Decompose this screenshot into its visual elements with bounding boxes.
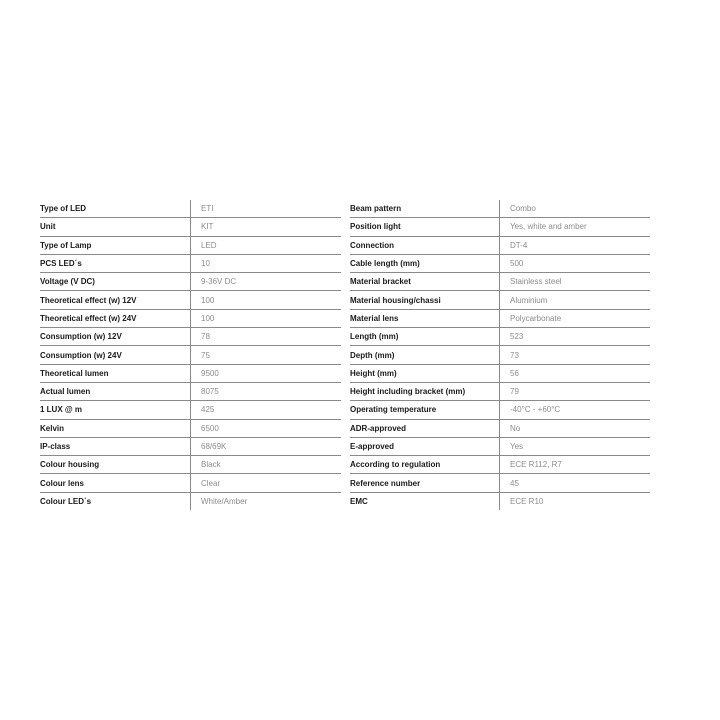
spec-row: [40, 346, 341, 364]
spec-row: [40, 236, 341, 254]
spec-row: [350, 419, 650, 437]
spec-label: Consumption (w) 12V: [40, 328, 191, 346]
spec-label: Kelvin: [40, 419, 191, 437]
spec-label: According to regulation: [350, 456, 500, 474]
spec-row: [350, 236, 650, 254]
spec-row: [40, 328, 341, 346]
spec-label: Height (mm): [350, 364, 500, 382]
spec-value: ETI: [191, 200, 342, 218]
spec-value: 500: [500, 254, 651, 272]
spec-row: [350, 309, 650, 327]
spec-label: Theoretical effect (w) 24V: [40, 309, 191, 327]
spec-label: Reference number: [350, 474, 500, 492]
spec-table-right-body: [350, 200, 650, 510]
spec-row: [350, 273, 650, 291]
spec-value: 75: [191, 346, 342, 364]
spec-row: [40, 291, 341, 309]
spec-value: 6500: [191, 419, 342, 437]
spec-table-left: [40, 200, 341, 510]
spec-label: Material housing/chassi: [350, 291, 500, 309]
spec-label: EMC: [350, 496, 368, 506]
spec-row: [40, 456, 341, 474]
spec-value: 425: [191, 401, 342, 419]
spec-value: No: [500, 419, 651, 437]
spec-row: [40, 437, 341, 455]
spec-value: 523: [500, 328, 651, 346]
spec-value: Yes, white and amber: [500, 218, 651, 236]
spec-row: [350, 364, 650, 382]
spec-row: [40, 254, 341, 272]
spec-value: White/Amber: [191, 492, 342, 510]
spec-label: Colour housing: [40, 456, 191, 474]
spec-row: [350, 328, 650, 346]
spec-row: [350, 437, 650, 455]
spec-value: -40°C - +60°C: [500, 401, 651, 419]
spec-row: [350, 346, 650, 364]
spec-label: 1 LUX @ m: [40, 401, 191, 419]
spec-row: [40, 364, 341, 382]
spec-label: Type of LED: [40, 200, 191, 218]
spec-label: Type of Lamp: [40, 236, 191, 254]
spec-row: [350, 382, 650, 400]
spec-label: Position light: [350, 218, 500, 236]
spec-value: 9500: [191, 364, 342, 382]
spec-value: 79: [500, 382, 651, 400]
spec-table-right: [350, 200, 650, 510]
spec-row: [40, 401, 341, 419]
spec-label: Voltage (V DC): [40, 273, 191, 291]
spec-table-left-body: [40, 200, 341, 510]
spec-value: Stainless steel: [500, 273, 651, 291]
spec-value: ECE R10: [500, 492, 651, 510]
spec-row: [40, 474, 341, 492]
spec-value: Clear: [191, 474, 342, 492]
spec-label: Consumption (w) 24V: [40, 346, 191, 364]
spec-label: Length (mm): [350, 328, 500, 346]
spec-label: Colour lens: [40, 474, 191, 492]
spec-row: [350, 456, 650, 474]
spec-label: Actual lumen: [40, 382, 191, 400]
spec-row: [350, 254, 650, 272]
spec-label: Colour LED´s: [40, 496, 92, 506]
spec-value: KIT: [191, 218, 342, 236]
spec-label: Theoretical lumen: [40, 364, 191, 382]
spec-row: [350, 218, 650, 236]
spec-value: Black: [191, 456, 342, 474]
spec-row: [350, 492, 650, 510]
spec-value: LED: [191, 236, 342, 254]
spec-row: [40, 419, 341, 437]
spec-value: 9-36V DC: [191, 273, 342, 291]
spec-value: DT-4: [500, 236, 651, 254]
spec-label: Material bracket: [350, 273, 500, 291]
spec-label: Unit: [40, 218, 191, 236]
spec-label: Cable length (mm): [350, 254, 500, 272]
spec-label: Connection: [350, 236, 500, 254]
spec-row: [350, 291, 650, 309]
spec-value: Combo: [500, 200, 651, 218]
spec-row: [40, 200, 341, 218]
spec-value: 73: [500, 346, 651, 364]
spec-value: Aluminium: [500, 291, 651, 309]
spec-value: 68/69K: [191, 437, 342, 455]
spec-label: Operating temperature: [350, 401, 500, 419]
spec-label: PCS LED´s: [40, 254, 191, 272]
spec-row: [40, 273, 341, 291]
spec-row: [40, 492, 341, 510]
spec-value: 78: [191, 328, 342, 346]
spec-label: E-approved: [350, 437, 500, 455]
spec-value: Yes: [500, 437, 651, 455]
spec-row: [350, 401, 650, 419]
spec-row: [40, 309, 341, 327]
spec-value: ECE R112, R7: [500, 456, 651, 474]
spec-label: Material lens: [350, 309, 500, 327]
spec-value: 56: [500, 364, 651, 382]
spec-label: IP-class: [40, 437, 191, 455]
spec-label: Height including bracket (mm): [350, 382, 500, 400]
spec-value: 45: [500, 474, 651, 492]
spec-value: 10: [191, 254, 342, 272]
spec-row: [40, 218, 341, 236]
spec-row: [350, 200, 650, 218]
spec-value: 8075: [191, 382, 342, 400]
spec-value: 100: [191, 309, 342, 327]
spec-row: [350, 474, 650, 492]
spec-row: [40, 382, 341, 400]
spec-label: ADR-approved: [350, 419, 500, 437]
spec-label: Beam pattern: [350, 200, 500, 218]
spec-label: Depth (mm): [350, 346, 500, 364]
spec-value: 100: [191, 291, 342, 309]
spec-value: Polycarbonate: [500, 309, 651, 327]
spec-label: Theoretical effect (w) 12V: [40, 291, 191, 309]
